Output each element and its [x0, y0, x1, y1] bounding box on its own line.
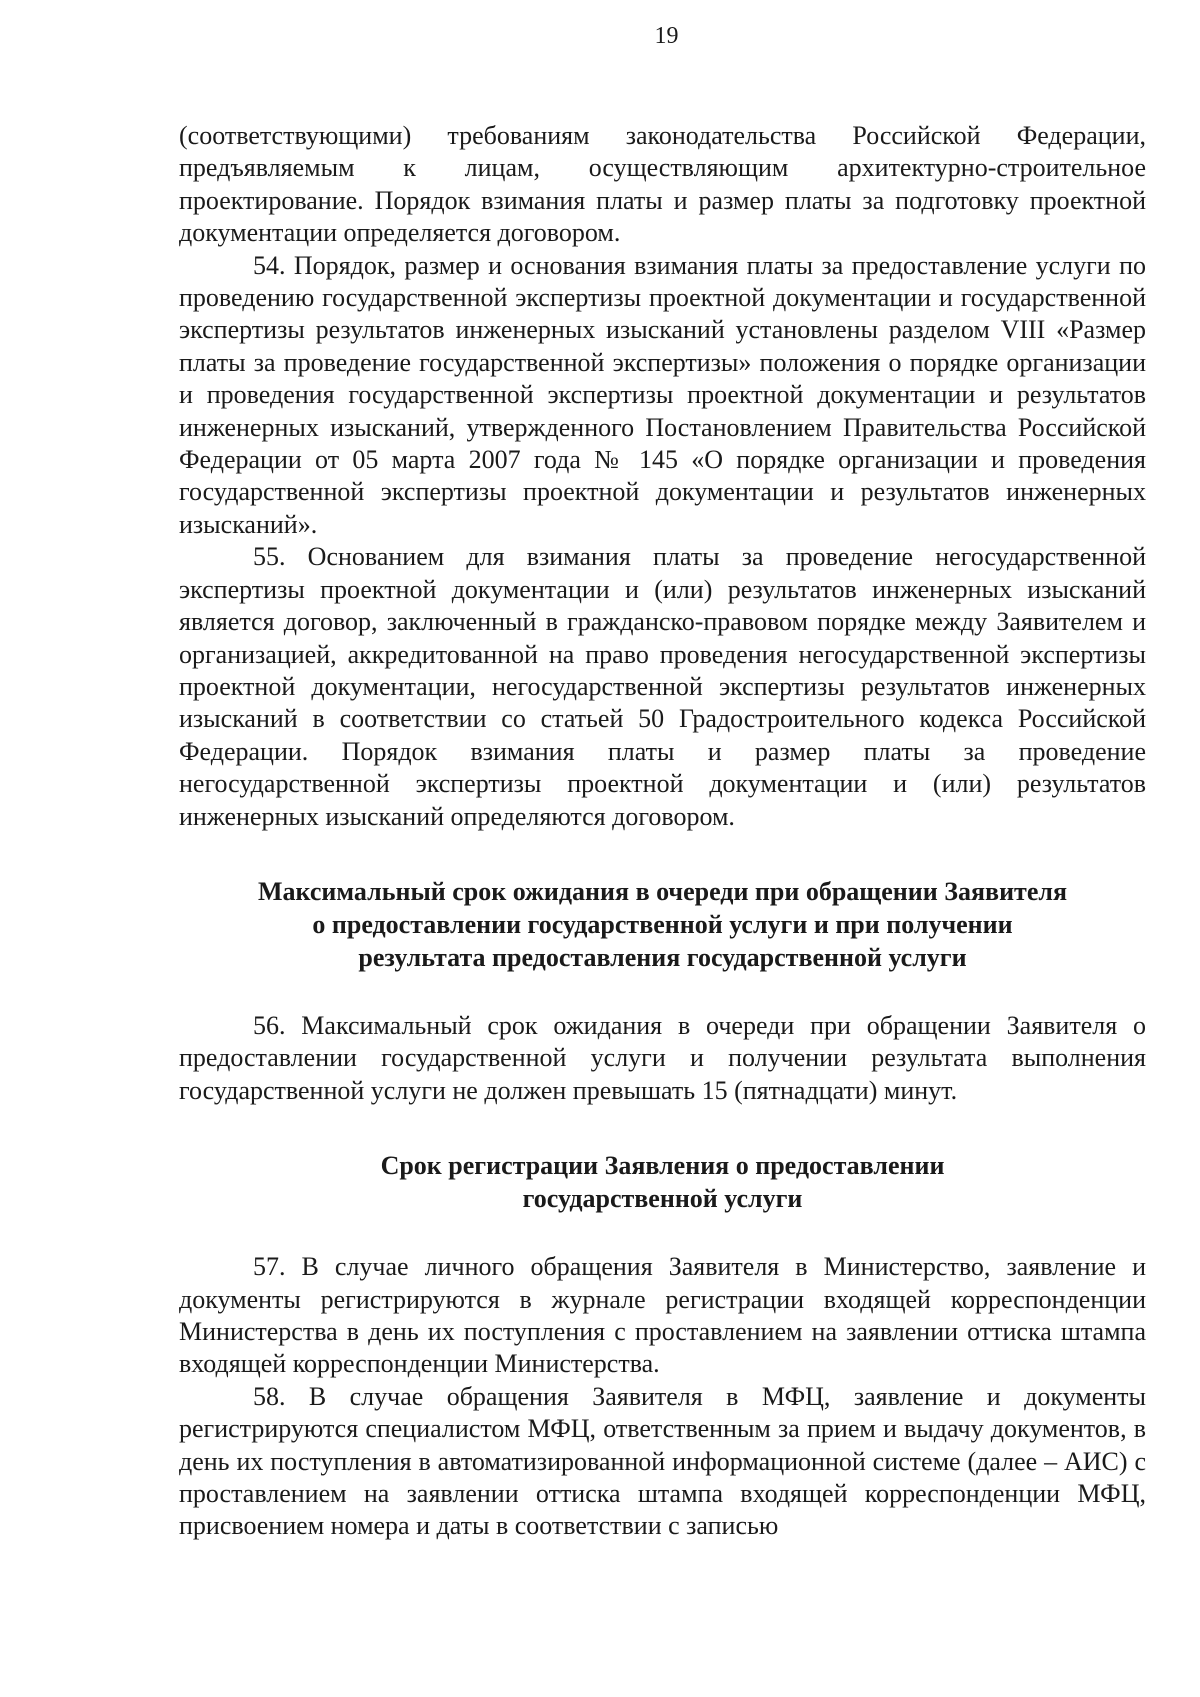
document-body: [179, 120, 1146, 1543]
heading-line: о предоставлении государственной услуги и при получении: [312, 909, 1013, 939]
paragraph-55: 55. Основанием для взимания платы за проведение негосударственной экспертизы проектной документации и (или) результатов инженерных изысканий является договор, заключенный в гражданско-правовом порядке между Заявителем и организацией, аккредитованной на право проведения негосударственной экспертизы проектной документации, негосударственной экспертизы результатов инженерных изысканий в соответствии со статьей 50 Градостроительного кодекса Российской Федерации. Порядок взимания платы и размер платы за проведение негосударственной экспертизы проектной документации и (или) результатов инженерных изысканий определяются договором.: [179, 542, 1146, 831]
section-heading-queue-time: [179, 875, 1146, 974]
heading-line: Максимальный срок ожидания в очереди при обращении Заявителя: [257, 876, 1068, 906]
paragraph-56: 56. Максимальный срок ожидания в очереди при обращении Заявителя о предоставлении государственной услуги и получении результата выполнения государственной услуги не должен превышать 15 (пятнадцати) минут.: [179, 1010, 1146, 1105]
section-heading-registration-term: [179, 1149, 1146, 1215]
paragraph-54: 54. Порядок, размер и основания взимания платы за предоставление услуги по проведению государственной экспертизы проектной документации и государственной экспертизы результатов инженерных изысканий установлены разделом VIII «Размер платы за проведение государственной экспертизы» положения о порядке организации и проведения государственной экспертизы проектной документации и результатов инженерных изысканий, утвержденного Постановлением Правительства Российской Федерации от 05 марта 2007 года № 145 «О порядке организации и проведения государственной экспертизы проектной документации и результатов инженерных изысканий».: [179, 250, 1146, 539]
paragraph-continuation: (соответствующими) требованиям законодательства Российской Федерации, предъявляемым к лицам, осуществляющим архитектурно-строительное проектирование. Порядок взимания платы и размер платы за подготовку проектной документации определяется договором.: [179, 121, 1146, 248]
heading-line: Срок регистрации Заявления о предоставлении: [380, 1151, 945, 1181]
heading-line: государственной услуги: [522, 1184, 803, 1214]
page-number: 19: [654, 23, 679, 49]
paragraph-57: 57. В случае личного обращения Заявителя в Министерство, заявление и документы регистрируются в журнале регистрации входящей корреспонденции Министерства в день их поступления с проставлением на заявлении оттиска штампа входящей корреспонденции Министерства.: [179, 1252, 1146, 1379]
paragraph-58: 58. В случае обращения Заявителя в МФЦ, заявление и документы регистрируются специалистом МФЦ, ответственным за прием и выдачу документов, в день их поступления в автоматизированной информационной системе (далее – АИС) с проставлением на заявлении оттиска штампа входящей корреспонденции МФЦ, присвоением номера и даты в соответствии с записью: [179, 1381, 1146, 1541]
heading-line: результата предоставления государственной услуги: [358, 942, 967, 972]
